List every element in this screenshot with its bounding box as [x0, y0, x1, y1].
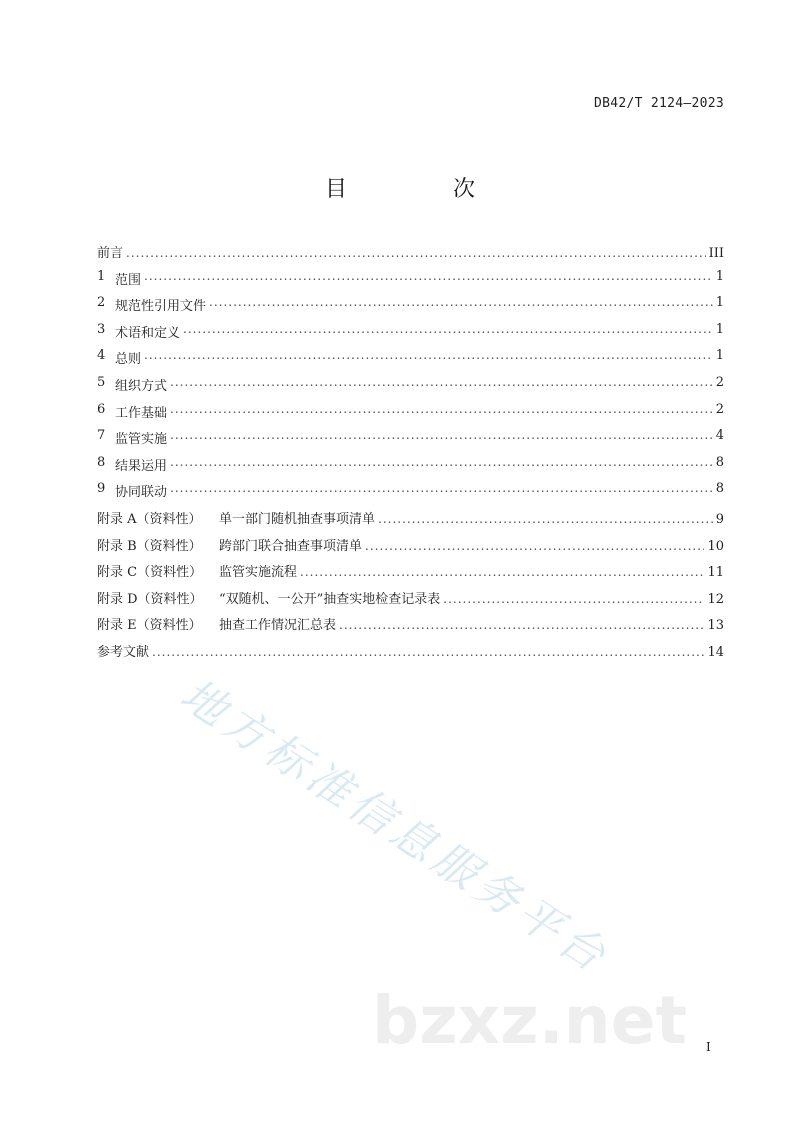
toc-title: 目 次 [324, 177, 517, 202]
toc-appendix-prefix: 附录 A（资料性） [97, 511, 202, 527]
toc-entry[interactable] [97, 348, 724, 375]
toc-entry[interactable] [97, 322, 724, 349]
toc-appendix-prefix: 附录 E（资料性） [97, 618, 202, 634]
toc-entry-text: 总则 [115, 352, 142, 368]
toc-entry-page: 12 [707, 591, 724, 607]
toc-entry[interactable] [97, 455, 724, 482]
toc-entry-label [97, 295, 206, 314]
toc-entry-page: 2 [715, 374, 724, 390]
toc-leader-dots [170, 481, 713, 495]
watermark-english: bzxz.net [372, 982, 688, 1059]
toc-entry-label [97, 588, 440, 607]
toc-entry-label [97, 481, 167, 500]
toc-appendix-prefix: 附录 B（资料性） [97, 538, 202, 554]
toc-leader-dots [365, 539, 704, 553]
toc-entry-label [97, 322, 180, 341]
toc-entry-text: “双随机、一公开”抽查实地检查记录表 [219, 591, 441, 607]
toc-entry[interactable] [97, 588, 724, 615]
toc-entry-page: 1 [715, 295, 724, 311]
toc-entry-number: 5 [97, 374, 106, 390]
toc-leader-dots [209, 295, 713, 309]
toc-entry-number: 7 [97, 428, 106, 444]
toc-entry-label [97, 402, 167, 421]
toc-entry-page: 1 [715, 268, 724, 284]
toc-leader-dots [126, 246, 706, 260]
toc-entry[interactable] [97, 295, 724, 322]
toc-entry-page: 10 [707, 538, 724, 554]
toc-entry-text: 监管实施 [115, 432, 168, 448]
document-code: DB42/T 2124—2023 [593, 96, 724, 111]
toc-entry-text: 工作基础 [115, 405, 168, 421]
toc-leader-dots [183, 322, 713, 336]
toc-entry-text: 参考文献 [97, 644, 150, 660]
toc-entry-page: III [708, 246, 724, 261]
toc-entry[interactable] [97, 428, 724, 455]
toc-appendix-prefix: 附录 D（资料性） [97, 591, 203, 607]
toc-leader-dots [443, 592, 704, 606]
toc-entry[interactable] [97, 641, 724, 668]
toc-entry-text: 监管实施流程 [219, 565, 298, 581]
toc-entry-number: 3 [97, 321, 106, 337]
toc-entry[interactable] [97, 614, 724, 641]
toc-entry-label [97, 428, 167, 447]
toc-appendix-prefix: 附录 C（资料性） [97, 565, 203, 581]
toc-entry-page: 4 [715, 428, 724, 444]
toc-entry-page: 1 [715, 348, 724, 364]
toc-entry-page: 8 [715, 481, 724, 497]
toc-entry[interactable] [97, 561, 724, 588]
toc-entry-number: 6 [97, 401, 106, 417]
toc-entry-text: 结果运用 [115, 458, 168, 474]
toc-leader-dots [144, 348, 713, 362]
toc-entry-label [97, 508, 375, 527]
toc-entry-number: 9 [97, 481, 106, 497]
toc-entry-page: 13 [707, 618, 724, 634]
toc-entry-number: 2 [97, 295, 106, 311]
toc-entry-page: 8 [715, 454, 724, 470]
toc-leader-dots [300, 565, 704, 579]
toc-entry-label [97, 455, 167, 474]
toc-entry-text: 组织方式 [115, 378, 168, 394]
watermark-chinese: 地方标准信息服务平台 [171, 669, 619, 985]
toc-leader-dots [170, 402, 713, 416]
toc-leader-dots [170, 455, 713, 469]
toc-entry-page: 2 [715, 401, 724, 417]
toc-entry-text: 抽查工作情况汇总表 [219, 618, 337, 634]
toc-entry-page: 14 [707, 644, 724, 660]
toc-leader-dots [152, 645, 704, 659]
toc-leader-dots [339, 618, 704, 632]
toc-entry-label [97, 641, 149, 660]
toc-entry-label [97, 614, 336, 633]
toc-entry-label [97, 561, 297, 580]
toc-entry[interactable] [97, 508, 724, 535]
toc-entry-text: 单一部门随机抽查事项清单 [219, 511, 376, 527]
toc-entry-label [97, 269, 141, 288]
table-of-contents [97, 242, 724, 668]
toc-entry-page: 1 [715, 321, 724, 337]
toc-entry-text: 前言 [97, 246, 124, 261]
toc-entry-text: 规范性引用文件 [115, 299, 207, 315]
toc-entry[interactable] [97, 269, 724, 296]
toc-entry-page: 11 [707, 565, 724, 581]
toc-entry-page: 9 [715, 511, 724, 527]
toc-entry-label [97, 535, 362, 554]
toc-entry[interactable] [97, 375, 724, 402]
toc-entry[interactable] [97, 481, 724, 508]
toc-leader-dots [378, 512, 713, 526]
toc-entry-text: 跨部门联合抽查事项清单 [219, 538, 363, 554]
toc-leader-dots [170, 428, 713, 442]
toc-entry-label [97, 242, 123, 261]
toc-leader-dots [170, 375, 713, 389]
toc-entry-label [97, 375, 167, 394]
toc-entry[interactable] [97, 535, 724, 562]
page-number: I [706, 1040, 711, 1054]
toc-entry-text: 协同联动 [115, 485, 168, 501]
toc-entry-label [97, 348, 141, 367]
toc-entry-text: 范围 [115, 272, 142, 288]
toc-entry-number: 8 [97, 454, 106, 470]
toc-entry-number: 4 [97, 348, 106, 364]
toc-leader-dots [144, 269, 713, 283]
toc-entry[interactable] [97, 242, 724, 269]
toc-entry[interactable] [97, 402, 724, 429]
toc-entry-text: 术语和定义 [115, 325, 181, 341]
toc-entry-number: 1 [97, 268, 106, 284]
